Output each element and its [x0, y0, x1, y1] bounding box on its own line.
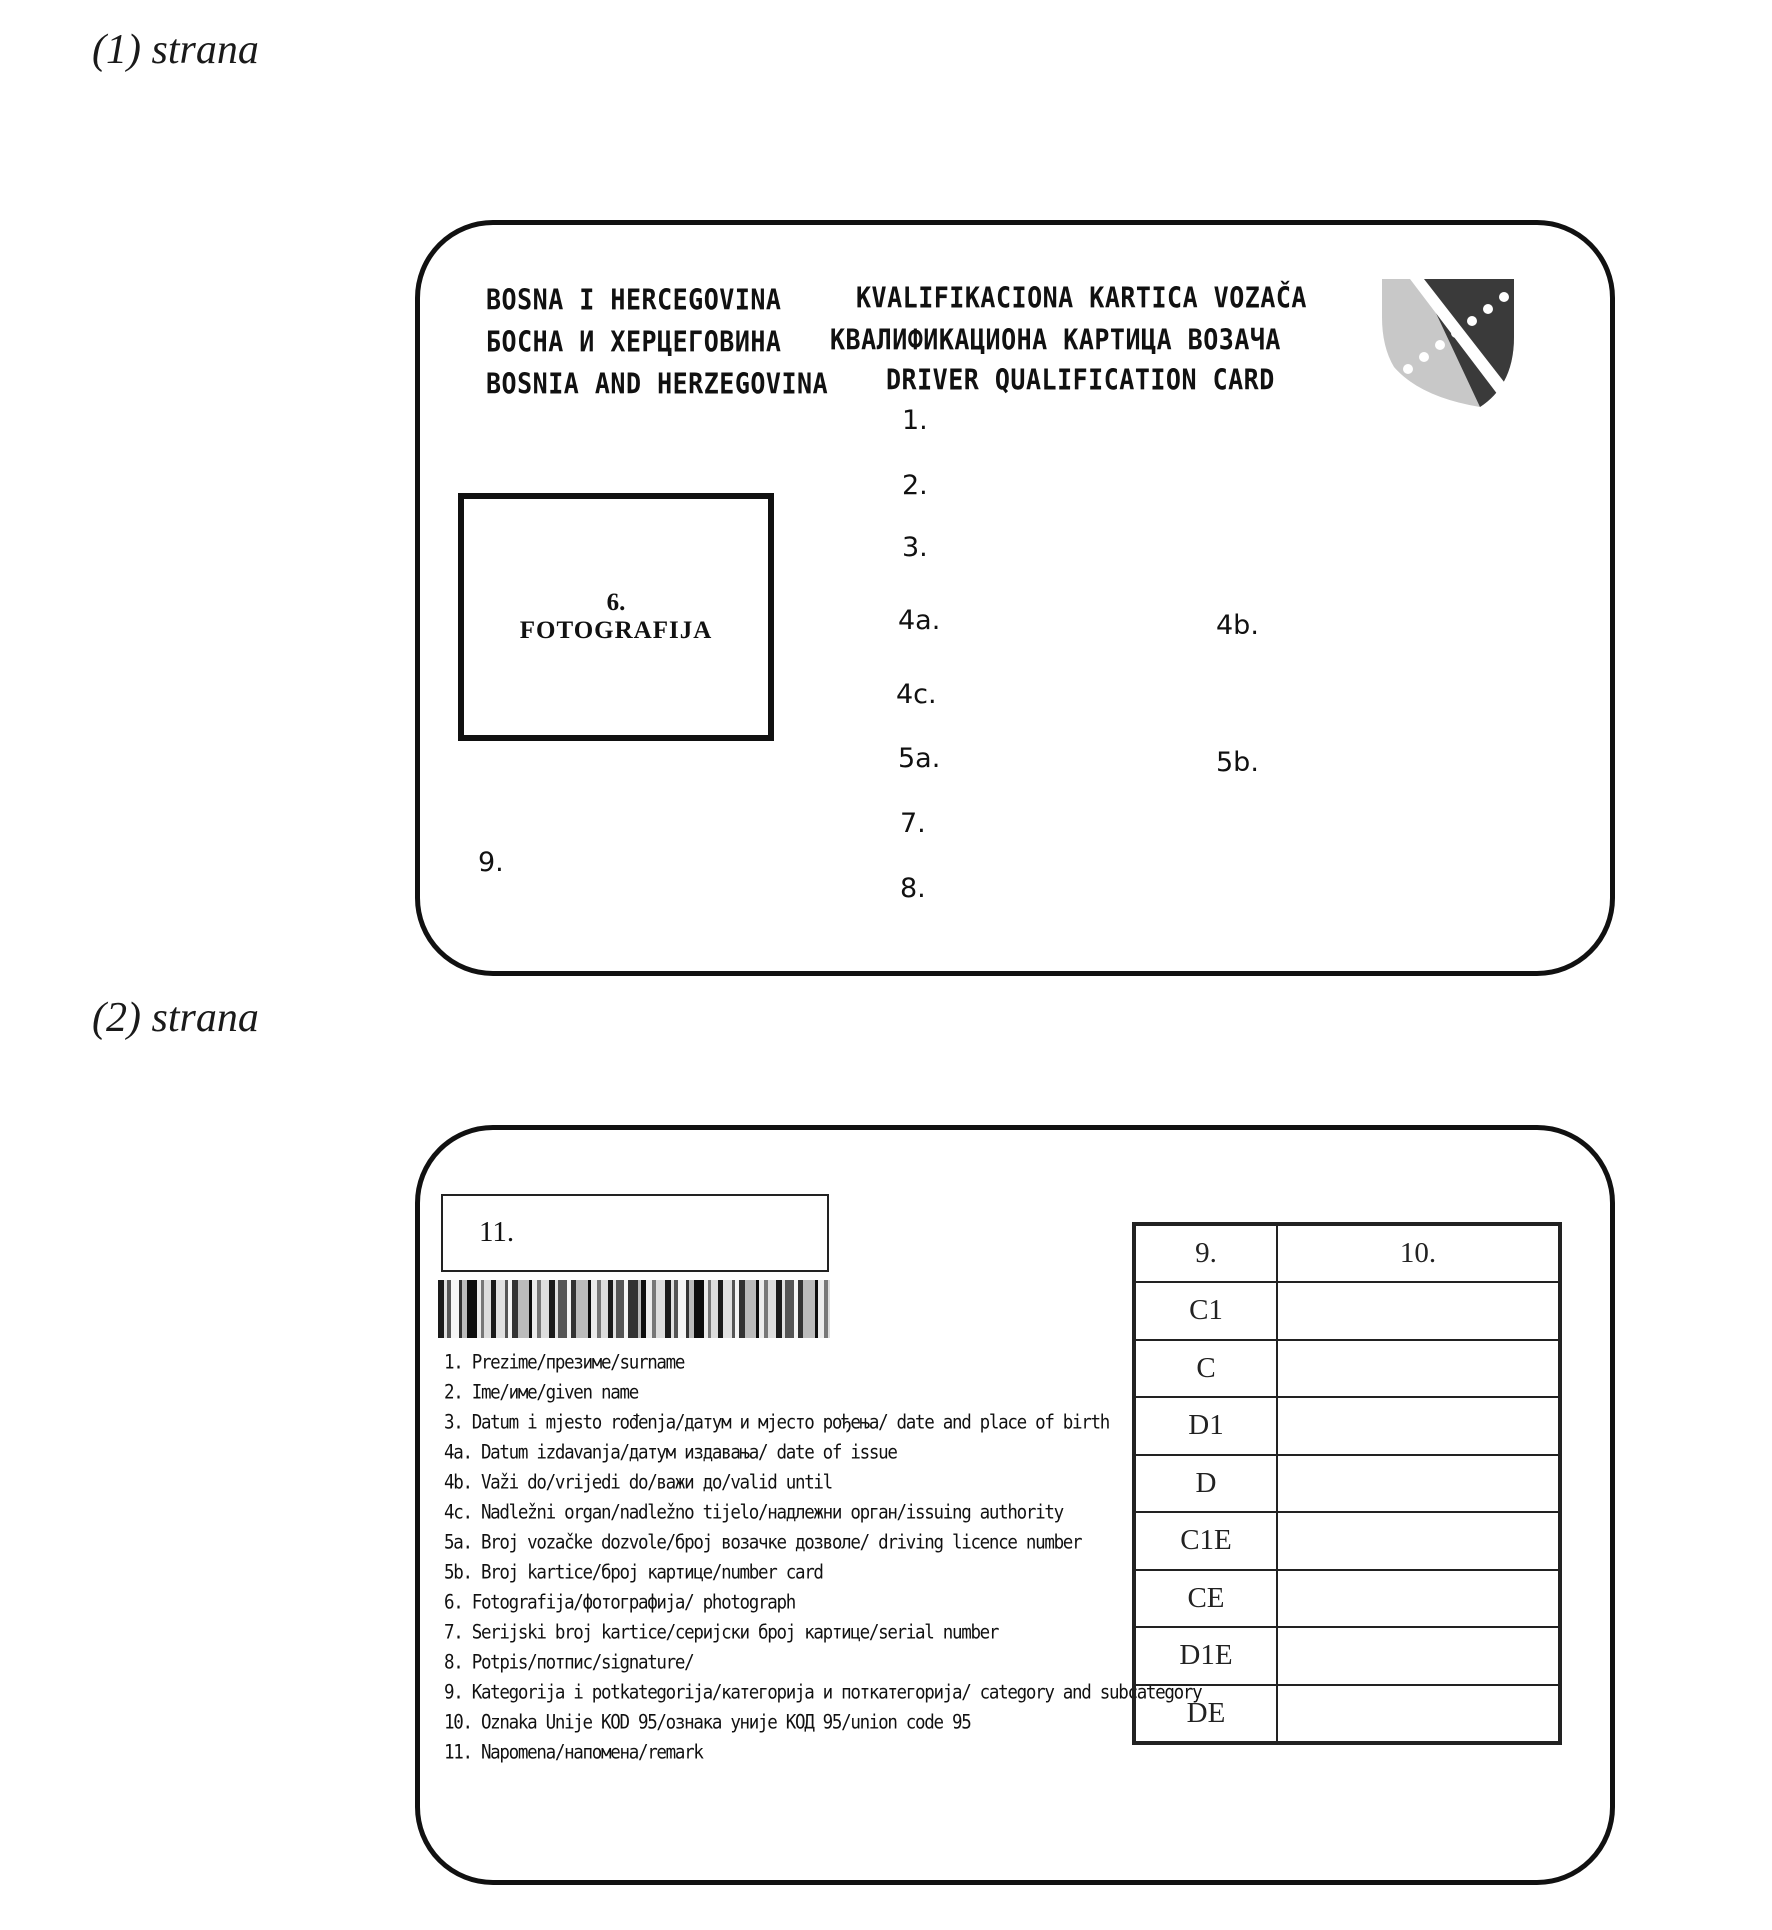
legend-item: 9. Kategorija i potkategorija/категорија и поткатегорија/ category and subcategory: [444, 1682, 1202, 1704]
field-4b: 4b.: [1216, 610, 1259, 641]
barcode-stripe: [768, 1280, 776, 1338]
table-row: [1134, 1570, 1560, 1628]
code-cell: [1277, 1397, 1560, 1455]
card-title-cyrillic: КВАЛИФИКАЦИОНА КАРТИЦА ВОЗАЧА: [830, 323, 1281, 357]
side-2-label: (2) strana: [92, 995, 259, 1041]
category-cell: C1: [1134, 1282, 1277, 1340]
remark-box-number: 11.: [479, 1216, 515, 1248]
table-row: [1134, 1512, 1560, 1570]
table-row: [1134, 1397, 1560, 1455]
code-cell: [1277, 1282, 1560, 1340]
barcode-stripe: [467, 1280, 477, 1338]
barcode-stripe: [541, 1280, 549, 1338]
barcode-stripe: [745, 1280, 756, 1338]
barcode: [438, 1280, 830, 1338]
table-row: [1134, 1455, 1560, 1513]
field-3: 3.: [902, 532, 928, 563]
legend-item: 4c. Nadležni organ/nadležno tijelo/надлежни орган/issuing authority: [444, 1502, 1063, 1524]
barcode-stripe: [451, 1280, 459, 1338]
legend-item: 7. Serijski broj kartice/серијски број картице/serial number: [444, 1622, 999, 1644]
legend-item: 10. Oznaka Unije KOD 95/ознака уније КОД 95/union code 95: [444, 1712, 971, 1734]
field-2: 2.: [902, 470, 928, 501]
remark-box: [441, 1194, 829, 1272]
field-5b: 5b.: [1216, 747, 1259, 778]
code-cell: [1277, 1570, 1560, 1628]
legend-item: 4a. Datum izdavanja/датум издавања/ date of issue: [444, 1442, 897, 1464]
barcode-stripe: [601, 1280, 608, 1338]
table-row: [1134, 1282, 1560, 1340]
table-row: [1134, 1340, 1560, 1398]
category-cell: C1E: [1134, 1512, 1277, 1570]
barcode-stripe: [711, 1280, 718, 1338]
card-back: [415, 1125, 1615, 1885]
legend-item: 2. Ime/име/given name: [444, 1382, 638, 1404]
barcode-stripe: [496, 1280, 505, 1338]
barcode-stripe: [616, 1280, 624, 1338]
table-row: [1134, 1685, 1560, 1743]
category-table: [1132, 1222, 1562, 1745]
category-cell: D1: [1134, 1397, 1277, 1455]
category-cell: DE: [1134, 1685, 1277, 1743]
table-header-row: [1134, 1224, 1560, 1282]
field-8: 8.: [900, 873, 926, 904]
card-title-english: DRIVER QUALIFICATION CARD: [886, 363, 1275, 397]
side-1-label: (1) strana: [92, 27, 259, 73]
barcode-stripe: [694, 1280, 704, 1338]
field-4c: 4c.: [896, 679, 937, 710]
legend-item: 3. Datum i mjesto rođenja/датум и мјесто рођења/ date and place of birth: [444, 1412, 1109, 1434]
header-category: 9.: [1134, 1224, 1277, 1282]
category-cell: D1E: [1134, 1627, 1277, 1685]
barcode-stripe: [484, 1280, 491, 1338]
barcode-stripe: [678, 1280, 686, 1338]
barcode-stripe: [518, 1280, 529, 1338]
field-legend: [444, 1348, 1202, 1768]
code-cell: [1277, 1627, 1560, 1685]
barcode-stripe: [785, 1280, 794, 1338]
legend-item: 11. Napomena/напомена/remark: [444, 1742, 703, 1764]
barcode-stripe: [558, 1280, 567, 1338]
barcode-stripe: [828, 1280, 830, 1338]
legend-item: 6. Fotografija/фотографија/ photograph: [444, 1592, 795, 1614]
card-title-latin: KVALIFIKACIONA KARTICA VOZAČA: [856, 281, 1307, 315]
legend-item: 1. Prezime/презиме/surname: [444, 1352, 685, 1374]
table-row: [1134, 1627, 1560, 1685]
barcode-stripe: [803, 1280, 815, 1338]
card-front: [415, 220, 1615, 976]
photo-placeholder: [458, 493, 774, 741]
header-union-code: 10.: [1277, 1224, 1560, 1282]
code-cell: [1277, 1512, 1560, 1570]
field-1: 1.: [902, 405, 928, 436]
photo-number: 6.: [606, 589, 626, 616]
country-name-cyrillic: БОСНА И ХЕРЦЕГОВИНА: [486, 325, 782, 359]
code-cell: [1277, 1455, 1560, 1513]
legend-item: 5a. Broj vozačke dozvole/број возачке дозволе/ driving licence number: [444, 1532, 1082, 1554]
code-cell: [1277, 1685, 1560, 1743]
category-cell: D: [1134, 1455, 1277, 1513]
category-cell: C: [1134, 1340, 1277, 1398]
barcode-stripe: [576, 1280, 588, 1338]
legend-item: 4b. Važi do/vrijedi do/важи до/valid until: [444, 1472, 832, 1494]
barcode-stripe: [628, 1280, 638, 1338]
category-cell: CE: [1134, 1570, 1277, 1628]
field-7: 7.: [900, 808, 926, 839]
country-name-latin: BOSNA I HERCEGOVINA: [486, 283, 782, 317]
legend-item: 5b. Broj kartice/број картице/number card: [444, 1562, 823, 1584]
photo-label: FOTOGRAFIJA: [519, 617, 713, 644]
field-5a: 5a.: [898, 743, 941, 774]
country-name-english: BOSNIA AND HERZEGOVINA: [486, 367, 829, 401]
field-9: 9.: [478, 847, 504, 878]
barcode-stripe: [723, 1280, 732, 1338]
barcode-stripe: [656, 1280, 665, 1338]
legend-item: 8. Potpis/потпис/signature/: [444, 1652, 694, 1674]
coat-of-arms-bih-icon: [1380, 277, 1516, 409]
field-4a: 4a.: [898, 605, 941, 636]
code-cell: [1277, 1340, 1560, 1398]
